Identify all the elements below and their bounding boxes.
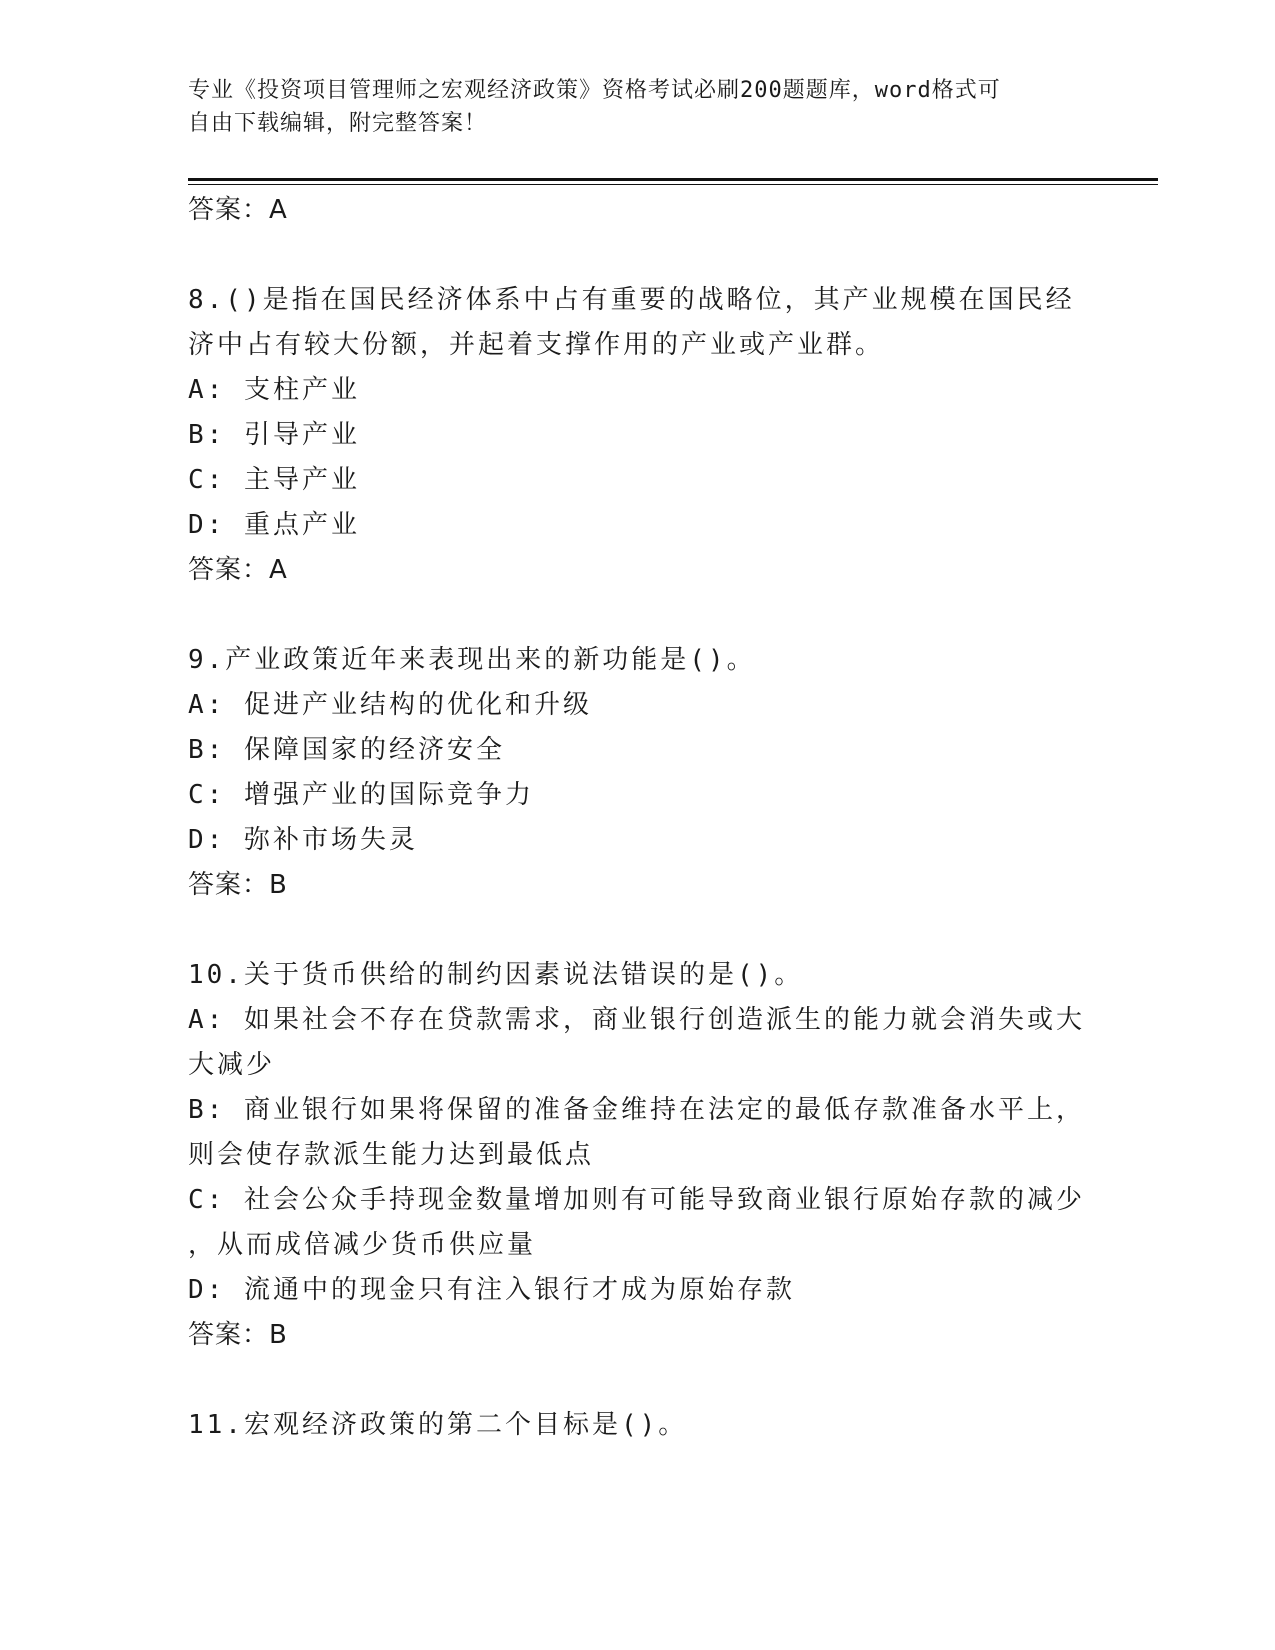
option-c: C: 增强产业的国际竞争力 xyxy=(188,780,534,810)
question-8 xyxy=(188,278,1088,593)
question-stem: 9.产业政策近年来表现出来的新功能是()。 xyxy=(188,645,756,675)
option-a: A: 如果社会不存在贷款需求，商业银行创造派生的能力就会消失或大 xyxy=(188,1005,1085,1035)
option-a: A: 促进产业结构的优化和升级 xyxy=(188,690,592,720)
option-b-cont: 则会使存款派生能力达到最低点 xyxy=(188,1140,595,1170)
option-a-cont: 大减少 xyxy=(188,1050,276,1080)
option-c-cont: ，从而成倍减少货币供应量 xyxy=(188,1230,537,1260)
question-10 xyxy=(188,953,1088,1358)
page-header xyxy=(188,74,1088,140)
spacer xyxy=(188,908,1088,953)
question-11 xyxy=(188,1403,1088,1448)
header-rule-thick xyxy=(188,178,1158,181)
option-d: D: 重点产业 xyxy=(188,510,360,540)
spacer xyxy=(188,1358,1088,1403)
spacer xyxy=(188,233,1088,278)
answer-line: 答案：B xyxy=(188,1320,288,1350)
question-9 xyxy=(188,638,1088,908)
spacer xyxy=(188,593,1088,638)
header-line-2: 自由下载编辑，附完整答案！ xyxy=(188,111,488,136)
option-a: A: 支柱产业 xyxy=(188,375,360,405)
question-stem: 10.关于货币供给的制约因素说法错误的是()。 xyxy=(188,960,804,990)
question-content xyxy=(188,188,1088,1448)
answer-line: 答案：A xyxy=(188,195,288,225)
answer-line: 答案：A xyxy=(188,555,288,585)
option-b: B: 保障国家的经济安全 xyxy=(188,735,505,765)
header-line-1: 专业《投资项目管理师之宏观经济政策》资格考试必刷200题题库，word格式可 xyxy=(188,78,1001,103)
question-stem: 11.宏观经济政策的第二个目标是()。 xyxy=(188,1410,688,1440)
option-b: B: 引导产业 xyxy=(188,420,360,450)
option-b: B: 商业银行如果将保留的准备金维持在法定的最低存款准备水平上， xyxy=(188,1095,1085,1125)
option-d: D: 流通中的现金只有注入银行才成为原始存款 xyxy=(188,1275,795,1305)
header-rule-thin xyxy=(188,184,1158,185)
option-c: C: 主导产业 xyxy=(188,465,360,495)
answer-line: 答案：B xyxy=(188,870,288,900)
option-c: C: 社会公众手持现金数量增加则有可能导致商业银行原始存款的减少 xyxy=(188,1185,1085,1215)
question-stem: 济中占有较大份额，并起着支撑作用的产业或产业群。 xyxy=(188,330,885,360)
question-stem: 8.()是指在国民经济体系中占有重要的战略位，其产业规模在国民经 xyxy=(188,285,1075,315)
option-d: D: 弥补市场失灵 xyxy=(188,825,418,855)
